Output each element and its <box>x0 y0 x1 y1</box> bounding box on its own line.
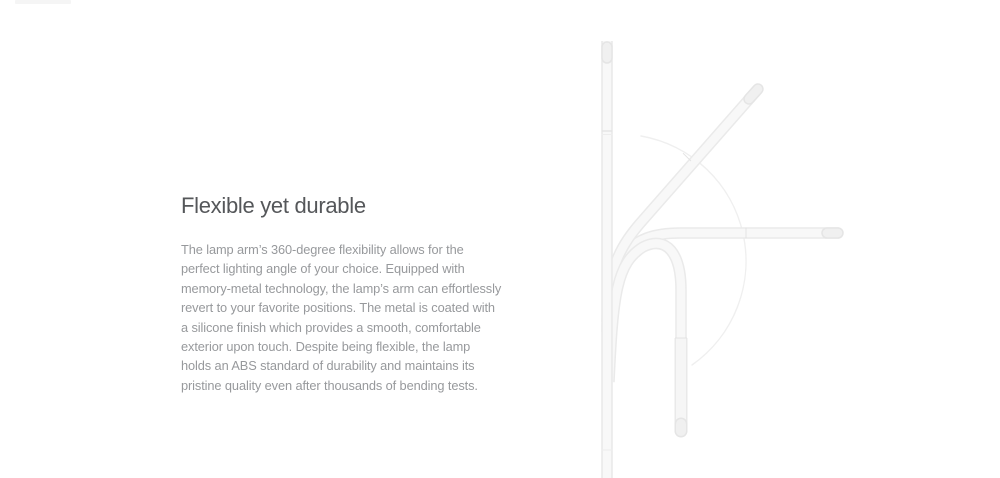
arm-diagonal-tip-cap <box>749 89 758 99</box>
arm-diagonal-joint <box>683 153 691 161</box>
lamp-pole-upright <box>602 41 613 478</box>
guide-circle-arc <box>641 136 746 365</box>
arm-bent-down-position <box>609 243 687 432</box>
top-edge-artifact <box>15 0 71 4</box>
arm-diagonal-position <box>607 89 758 322</box>
feature-paragraph: The lamp arm’s 360-degree flexibility allows for the perfect lighting angle of your choice. Equipped with memory-metal technology, the lamp’s arm can effortlessly revert to your favorite positions. The metal is coated with a silicone finish which provides a smooth, comfortable exterior upon touch. Despite being flexible, the lamp holds an ABS standard of durability and maintains its pristine quality even after thousands of bending tests. <box>181 242 502 393</box>
feature-text-block <box>181 192 541 395</box>
arm-horizontal-position <box>607 228 839 332</box>
feature-heading: Flexible yet durable <box>181 193 366 218</box>
motion-trail-curves <box>607 247 642 380</box>
